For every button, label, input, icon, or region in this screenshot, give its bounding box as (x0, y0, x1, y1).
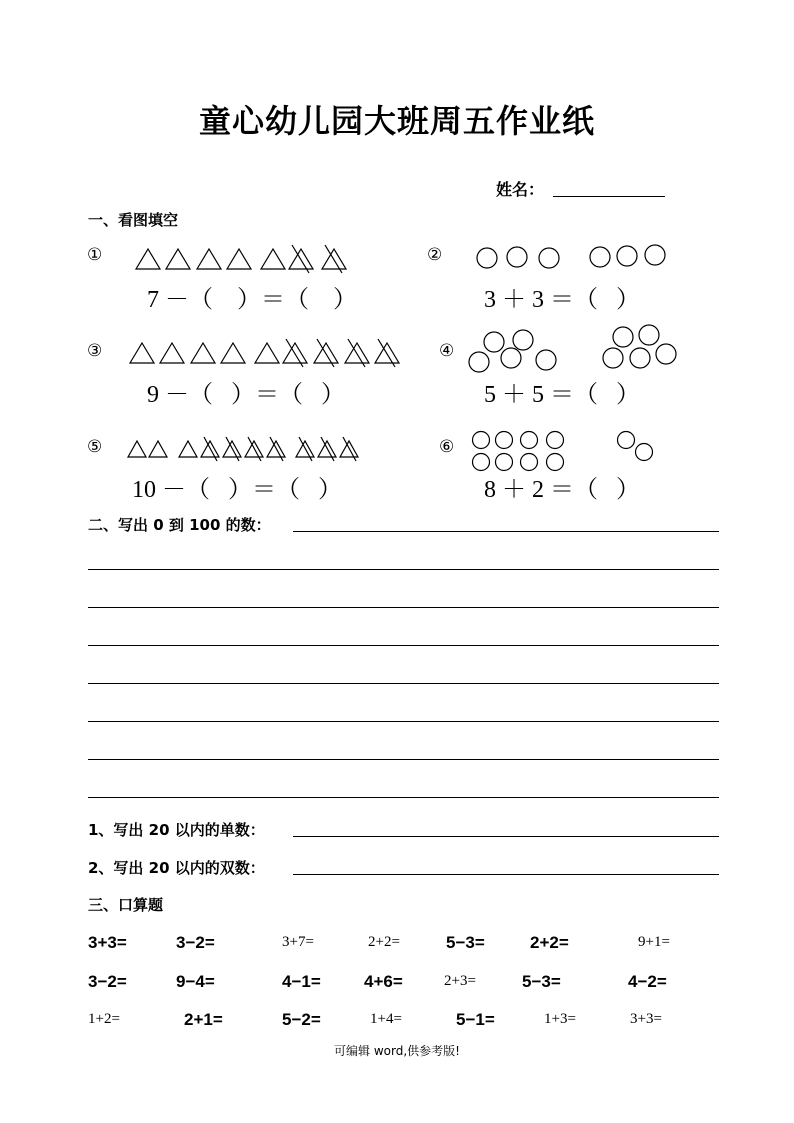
calc-item: 3+7= (282, 934, 314, 950)
calc-item: 5−3= (522, 972, 561, 991)
problem-1-equation: 7 －（ ）＝（ ） (147, 287, 357, 313)
section3-heading: 三、口算题 (88, 896, 164, 914)
problem-3-equation: 9 －（ ）＝（ ） (147, 382, 345, 408)
section2-heading: 二、写出 0 到 100 的数： (88, 516, 271, 534)
calc-item: 3+3= (88, 933, 127, 952)
name-label: 姓名： (496, 180, 545, 199)
problem-2-marker: ② (427, 245, 443, 265)
calc-item: 4−1= (282, 972, 321, 991)
calc-item: 1+2= (88, 1011, 120, 1027)
problem-3-triangles (125, 334, 410, 370)
problem-4-marker: ④ (439, 341, 455, 361)
writing-line[interactable] (88, 645, 719, 646)
writing-line[interactable] (88, 607, 719, 608)
calc-item: 1+4= (370, 1011, 402, 1027)
problem-1-marker: ① (87, 245, 103, 265)
problem-6-equation: 8 ＋ 2 ＝（ ） (484, 477, 640, 503)
calc-item: 5−2= (282, 1010, 321, 1029)
even-numbers-label: 2、写出 20 以内的双数： (88, 859, 265, 877)
writing-line[interactable] (88, 797, 719, 798)
calc-item: 3−2= (176, 933, 215, 952)
problem-4-circles (462, 322, 682, 374)
name-field[interactable] (553, 196, 665, 197)
writing-line[interactable] (88, 569, 719, 570)
calc-item: 5−3= (446, 933, 485, 952)
calc-item: 3+3= (630, 1011, 662, 1027)
page-title: 童心幼儿园大班周五作业纸 (198, 102, 595, 140)
calc-item: 9+1= (638, 934, 670, 950)
problem-5-triangles (124, 432, 374, 464)
calc-item: 2+2= (368, 934, 400, 950)
calc-item: 2+3= (444, 973, 476, 989)
problem-3-marker: ③ (87, 341, 103, 361)
problem-5-equation: 10 －（ ）＝（ ） (132, 477, 342, 503)
section1-heading: 一、看图填空 (88, 211, 179, 229)
calc-item: 2+1= (184, 1010, 223, 1029)
calc-item: 4−2= (628, 972, 667, 991)
problem-2-equation: 3 ＋ 3 ＝（ ） (484, 287, 640, 313)
problem-5-marker: ⑤ (87, 437, 103, 457)
writing-line[interactable] (88, 683, 719, 684)
odd-numbers-answer-line[interactable] (293, 836, 719, 837)
calc-item: 3−2= (88, 972, 127, 991)
footer-note: 可编辑 word,供参考版! (334, 1044, 460, 1058)
calc-item: 1+3= (544, 1011, 576, 1027)
calc-item: 4+6= (364, 972, 403, 991)
calc-item: 5−1= (456, 1010, 495, 1029)
problem-4-equation: 5 ＋ 5 ＝（ ） (484, 382, 640, 408)
writing-line[interactable] (88, 759, 719, 760)
problem-2-circles (470, 240, 670, 272)
even-numbers-answer-line[interactable] (293, 874, 719, 875)
problem-6-marker: ⑥ (439, 437, 455, 457)
writing-line[interactable] (88, 721, 719, 722)
numbers-answer-line[interactable] (293, 531, 719, 532)
problem-1-triangles (130, 240, 360, 276)
odd-numbers-label: 1、写出 20 以内的单数： (88, 821, 265, 839)
calc-item: 2+2= (530, 933, 569, 952)
calc-item: 9−4= (176, 972, 215, 991)
